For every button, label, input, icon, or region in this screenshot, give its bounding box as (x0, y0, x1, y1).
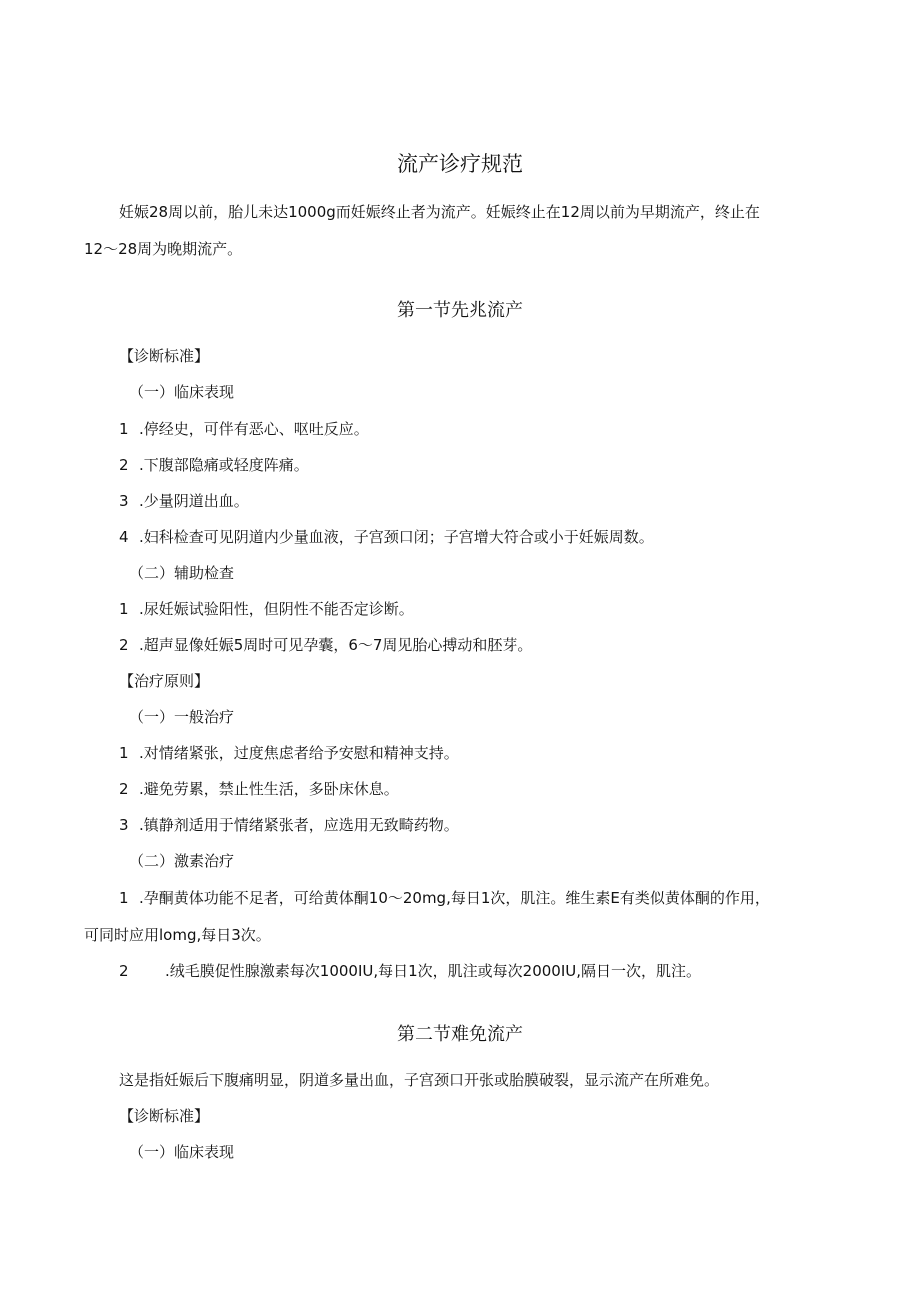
clinical-manifestation-label: （一）临床表现 (129, 383, 235, 401)
list-item: .少量阴道出血。 (139, 492, 249, 510)
diagnosis-criteria-label: 【诊断标准】 (119, 1107, 210, 1125)
list-item-number: 1 (119, 889, 129, 907)
list-item: .镇静剂适用于情绪紧张者，应选用无致畸药物。 (139, 816, 459, 834)
hormone-item-1-line-1: .孕酮黄体功能不足者，可给黄体酮10～20mg,每日1次，肌注。维生素E有类似黄体酮的作用， (139, 889, 770, 907)
list-item-number: 1 (119, 420, 129, 438)
list-item: .妇科检查可见阴道内少量血液，子宫颈口闭；子宫增大符合或小于妊娠周数。 (139, 528, 654, 546)
list-item: .超声显像妊娠5周时可见孕囊，6～7周见胎心搏动和胚芽。 (139, 636, 533, 654)
list-item-number: 1 (119, 744, 129, 762)
general-treatment-label: （一）一般治疗 (129, 708, 235, 726)
list-item-number: 2 (119, 780, 129, 798)
hormone-item-2: .绒毛膜促性腺激素每次1000IU,每日1次，肌注或每次2000IU,隔日一次，肌注。 (165, 962, 702, 980)
list-item: .停经史，可伴有恶心、呕吐反应。 (139, 420, 369, 438)
list-item: .避免劳累，禁止性生活，多卧床休息。 (139, 780, 399, 798)
diagnosis-criteria-label: 【诊断标准】 (119, 347, 210, 365)
intro-paragraph-line-2: 12～28周为晚期流产。 (84, 240, 243, 258)
section-2-intro: 这是指妊娠后下腹痛明显，阴道多量出血，子宫颈口开张或胎膜破裂，显示流产在所难免。 (119, 1071, 720, 1089)
auxiliary-exam-label: （二）辅助检查 (129, 564, 235, 582)
section-heading-threatened-abortion: 第一节先兆流产 (397, 300, 523, 321)
list-item: .尿妊娠试验阳性，但阴性不能否定诊断。 (139, 600, 414, 618)
list-item-number: 3 (119, 816, 129, 834)
list-item-number: 2 (119, 962, 129, 980)
intro-paragraph-line-1: 妊娠28周以前，胎儿未达1000g而妊娠终止者为流产。妊娠终止在12周以前为早期流产，终止在 (119, 203, 760, 221)
hormone-item-1-line-2: 可同时应用lomg,每日3次。 (84, 926, 271, 944)
list-item-number: 2 (119, 636, 129, 654)
list-item: .对情绪紧张，过度焦虑者给予安慰和精神支持。 (139, 744, 459, 762)
list-item-number: 4 (119, 528, 129, 546)
list-item-number: 1 (119, 600, 129, 618)
clinical-manifestation-label: （一）临床表现 (129, 1143, 235, 1161)
hormone-therapy-label: （二）激素治疗 (129, 852, 235, 870)
document-title: 流产诊疗规范 (397, 152, 523, 176)
list-item-number: 3 (119, 492, 129, 510)
treatment-principles-label: 【治疗原则】 (119, 672, 210, 690)
section-heading-inevitable-abortion: 第二节难免流产 (397, 1024, 523, 1045)
list-item-number: 2 (119, 456, 129, 474)
list-item: .下腹部隐痛或轻度阵痛。 (139, 456, 309, 474)
